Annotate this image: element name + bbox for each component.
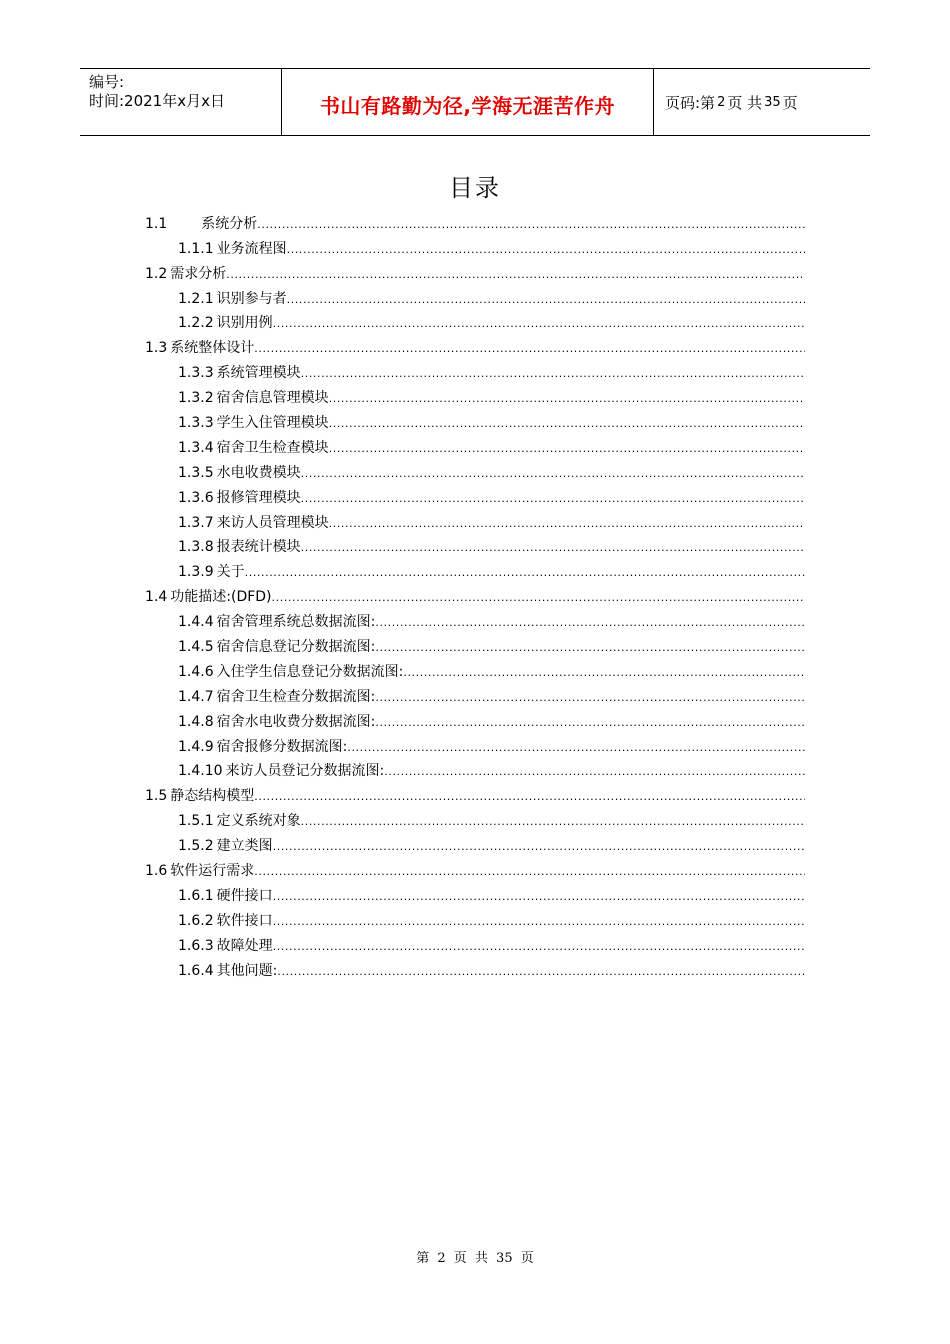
toc-dot-leader <box>257 218 805 233</box>
toc-entry[interactable] <box>145 880 805 905</box>
toc-dot-leader <box>375 691 805 706</box>
header-page-suffix: 页 <box>782 93 798 112</box>
toc-entry-label <box>178 514 329 532</box>
toc-entry[interactable] <box>145 382 805 407</box>
toc-entry-label <box>178 364 301 382</box>
toc-entry-number: 1.3.6 <box>178 489 214 506</box>
toc-dot-leader <box>272 591 805 606</box>
toc-entry-text: 定义系统对象 <box>216 813 301 830</box>
header-motto-cell <box>282 69 654 135</box>
toc-entry[interactable] <box>145 930 805 955</box>
toc-entry-text: 宿舍信息管理模块 <box>216 390 329 407</box>
toc-entry-number: 1.4.5 <box>178 639 214 656</box>
toc-entry[interactable] <box>145 407 805 432</box>
toc-entry-label <box>145 588 272 606</box>
toc-dot-leader <box>301 541 805 556</box>
toc-entry-number: 1.4.9 <box>178 738 214 755</box>
toc-dot-leader <box>273 940 805 955</box>
table-of-contents <box>145 208 805 980</box>
toc-entry-text: 静态结构模型 <box>170 788 255 805</box>
header-page-total: 35 <box>764 94 781 110</box>
toc-dot-leader <box>287 293 805 308</box>
toc-dot-leader <box>273 890 805 905</box>
toc-entry-text: 报表统计模块 <box>216 539 301 556</box>
toc-entry[interactable] <box>145 830 805 855</box>
header-meta-cell <box>80 69 282 135</box>
toc-entry-label <box>178 489 301 507</box>
toc-entry[interactable] <box>145 308 805 333</box>
toc-entry[interactable] <box>145 606 805 631</box>
header-time-label: 时间:2021年x月x日 <box>89 92 225 110</box>
toc-entry-number: 1.3 <box>145 340 168 357</box>
toc-entry-number: 1.6 <box>145 863 168 880</box>
toc-dot-leader <box>384 765 805 780</box>
toc-dot-leader <box>301 815 805 830</box>
header-motto: 书山有路勤为径,学海无涯苦作舟 <box>319 93 616 118</box>
toc-entry[interactable] <box>145 532 805 557</box>
toc-entry-text: 关于 <box>216 564 245 581</box>
toc-entry[interactable] <box>145 357 805 382</box>
toc-entry-number: 1.4.4 <box>178 614 214 631</box>
toc-entry[interactable] <box>145 208 805 233</box>
toc-entry-label <box>178 638 375 656</box>
toc-entry-text: 软件运行需求 <box>170 863 255 880</box>
toc-entry-text: 功能描述:(DFD) <box>170 589 272 606</box>
toc-entry-label <box>178 613 375 631</box>
toc-entry-label <box>178 414 329 432</box>
toc-entry-number: 1.1 <box>145 215 168 232</box>
header-page-prefix: 页码:第 <box>665 93 716 112</box>
toc-entry-text: 学生入住管理模块 <box>216 415 329 432</box>
toc-dot-leader <box>329 442 805 457</box>
toc-entry-label <box>178 389 329 407</box>
toc-dot-leader <box>301 492 805 507</box>
toc-entry-text: 业务流程图 <box>216 240 287 257</box>
toc-entry-label <box>178 962 277 980</box>
toc-entry-text: 宿舍管理系统总数据流图: <box>216 614 376 631</box>
toc-dot-leader <box>273 317 805 332</box>
toc-entry-number: 1.5.1 <box>178 813 214 830</box>
toc-entry-label <box>178 538 301 556</box>
toc-entry-label <box>178 738 347 756</box>
toc-entry-number: 1.4.7 <box>178 688 214 705</box>
toc-entry-number: 1.4 <box>145 589 168 606</box>
toc-entry-label <box>145 862 254 880</box>
toc-entry-number: 1.6.1 <box>178 887 214 904</box>
toc-entry[interactable] <box>145 780 805 805</box>
toc-entry-number: 1.4.6 <box>178 663 214 680</box>
toc-entry[interactable] <box>145 482 805 507</box>
toc-entry-label <box>145 215 257 233</box>
toc-entry-number: 1.3.7 <box>178 514 214 531</box>
toc-entry-number: 1.5 <box>145 788 168 805</box>
toc-dot-leader <box>226 268 805 283</box>
toc-entry-text: 水电收费模块 <box>216 464 301 481</box>
toc-entry-label <box>178 290 287 308</box>
toc-dot-leader <box>329 517 805 532</box>
toc-entry-text: 其他问题: <box>216 962 278 979</box>
toc-entry-number: 1.3.8 <box>178 539 214 556</box>
header-page-current: 2 <box>717 94 726 110</box>
toc-entry-number: 1.2.1 <box>178 290 214 307</box>
toc-entry-text: 宿舍卫生检查模块 <box>216 439 329 456</box>
toc-entry-text: 系统分析 <box>201 215 258 232</box>
toc-entry-label <box>178 439 329 457</box>
toc-entry-number: 1.3.3 <box>178 415 214 432</box>
toc-entry-number: 1.5.2 <box>178 838 214 855</box>
page-header <box>80 68 870 136</box>
toc-entry[interactable] <box>145 258 805 283</box>
toc-dot-leader <box>273 915 805 930</box>
toc-entry-text: 建立类图 <box>216 838 273 855</box>
toc-entry-label <box>178 837 273 855</box>
toc-entry-label <box>178 762 384 780</box>
toc-entry-number: 1.3.9 <box>178 564 214 581</box>
toc-entry-text: 宿舍水电收费分数据流图: <box>216 713 376 730</box>
toc-dot-leader <box>245 566 805 581</box>
toc-entry-text: 来访人员登记分数据流图: <box>225 763 385 780</box>
toc-entry-number: 1.2 <box>145 265 168 282</box>
toc-entry-label <box>145 339 254 357</box>
toc-entry-text: 识别参与者 <box>216 290 287 307</box>
toc-entry-number: 1.1.1 <box>178 240 214 257</box>
toc-entry-number: 1.4.10 <box>178 763 223 780</box>
toc-entry[interactable] <box>145 457 805 482</box>
toc-dot-leader <box>254 790 805 805</box>
toc-entry-number: 1.6.2 <box>178 912 214 929</box>
toc-entry-text: 宿舍报修分数据流图: <box>216 738 348 755</box>
toc-entry-text: 来访人员管理模块 <box>216 514 329 531</box>
toc-entry-number: 1.3.4 <box>178 439 214 456</box>
toc-dot-leader <box>329 417 805 432</box>
toc-dot-leader <box>329 392 805 407</box>
toc-entry-number: 1.4.8 <box>178 713 214 730</box>
toc-entry-label <box>178 563 245 581</box>
toc-entry-label <box>178 240 287 258</box>
header-code-label: 编号: <box>89 73 125 91</box>
toc-entry-number: 1.3.3 <box>178 365 214 382</box>
toc-entry[interactable] <box>145 656 805 681</box>
toc-dot-leader <box>254 342 805 357</box>
toc-entry-number: 1.6.4 <box>178 962 214 979</box>
toc-entry-label <box>178 464 301 482</box>
toc-entry-label <box>178 713 375 731</box>
toc-entry-text: 软件接口 <box>216 912 273 929</box>
toc-entry[interactable] <box>145 681 805 706</box>
toc-entry-label <box>145 787 254 805</box>
toc-entry-label <box>178 812 301 830</box>
toc-entry-number: 1.3.5 <box>178 464 214 481</box>
toc-entry-text: 系统整体设计 <box>170 340 255 357</box>
toc-dot-leader <box>375 716 805 731</box>
toc-entry-text: 宿舍信息登记分数据流图: <box>216 639 376 656</box>
toc-dot-leader <box>301 467 805 482</box>
header-page-cell <box>654 69 870 135</box>
toc-entry[interactable] <box>145 731 805 756</box>
toc-entry-number: 1.6.3 <box>178 937 214 954</box>
toc-entry[interactable] <box>145 432 805 457</box>
toc-entry[interactable] <box>145 905 805 930</box>
toc-entry[interactable] <box>145 955 805 980</box>
toc-dot-leader <box>301 367 805 382</box>
toc-entry-label <box>178 663 403 681</box>
toc-dot-leader <box>375 641 805 656</box>
toc-entry[interactable] <box>145 556 805 581</box>
toc-entry[interactable] <box>145 706 805 731</box>
toc-entry-label <box>178 314 273 332</box>
toc-entry[interactable] <box>145 233 805 258</box>
toc-entry-number: 1.3.2 <box>178 390 214 407</box>
toc-entry-label <box>178 912 273 930</box>
toc-entry-label <box>178 887 273 905</box>
toc-dot-leader <box>277 965 805 980</box>
toc-entry-text: 需求分析 <box>170 265 227 282</box>
toc-dot-leader <box>375 616 805 631</box>
toc-dot-leader <box>347 741 805 756</box>
toc-entry-label <box>145 265 226 283</box>
toc-entry-label <box>178 688 375 706</box>
toc-entry-text: 识别用例 <box>216 315 273 332</box>
toc-entry-text: 报修管理模块 <box>216 489 301 506</box>
toc-entry[interactable] <box>145 756 805 781</box>
toc-entry[interactable] <box>145 631 805 656</box>
toc-entry-number: 1.2.2 <box>178 315 214 332</box>
toc-dot-leader <box>254 865 805 880</box>
toc-entry-label <box>178 937 273 955</box>
toc-entry-text: 故障处理 <box>216 937 273 954</box>
page-footer: 第 2 页 共 35 页 <box>416 1251 534 1266</box>
toc-entry-text: 宿舍卫生检查分数据流图: <box>216 688 376 705</box>
toc-dot-leader <box>273 840 805 855</box>
toc-entry[interactable] <box>145 507 805 532</box>
header-page-mid: 页 共 <box>727 93 763 112</box>
toc-dot-leader <box>287 243 805 258</box>
toc-entry[interactable] <box>145 805 805 830</box>
toc-title: 目录 <box>449 174 501 202</box>
toc-entry[interactable] <box>145 283 805 308</box>
toc-dot-leader <box>403 666 805 681</box>
toc-entry-text: 入住学生信息登记分数据流图: <box>216 663 404 680</box>
toc-entry[interactable] <box>145 332 805 357</box>
toc-entry-text: 系统管理模块 <box>216 365 301 382</box>
toc-entry[interactable] <box>145 855 805 880</box>
toc-entry-text: 硬件接口 <box>216 887 273 904</box>
toc-entry[interactable] <box>145 581 805 606</box>
